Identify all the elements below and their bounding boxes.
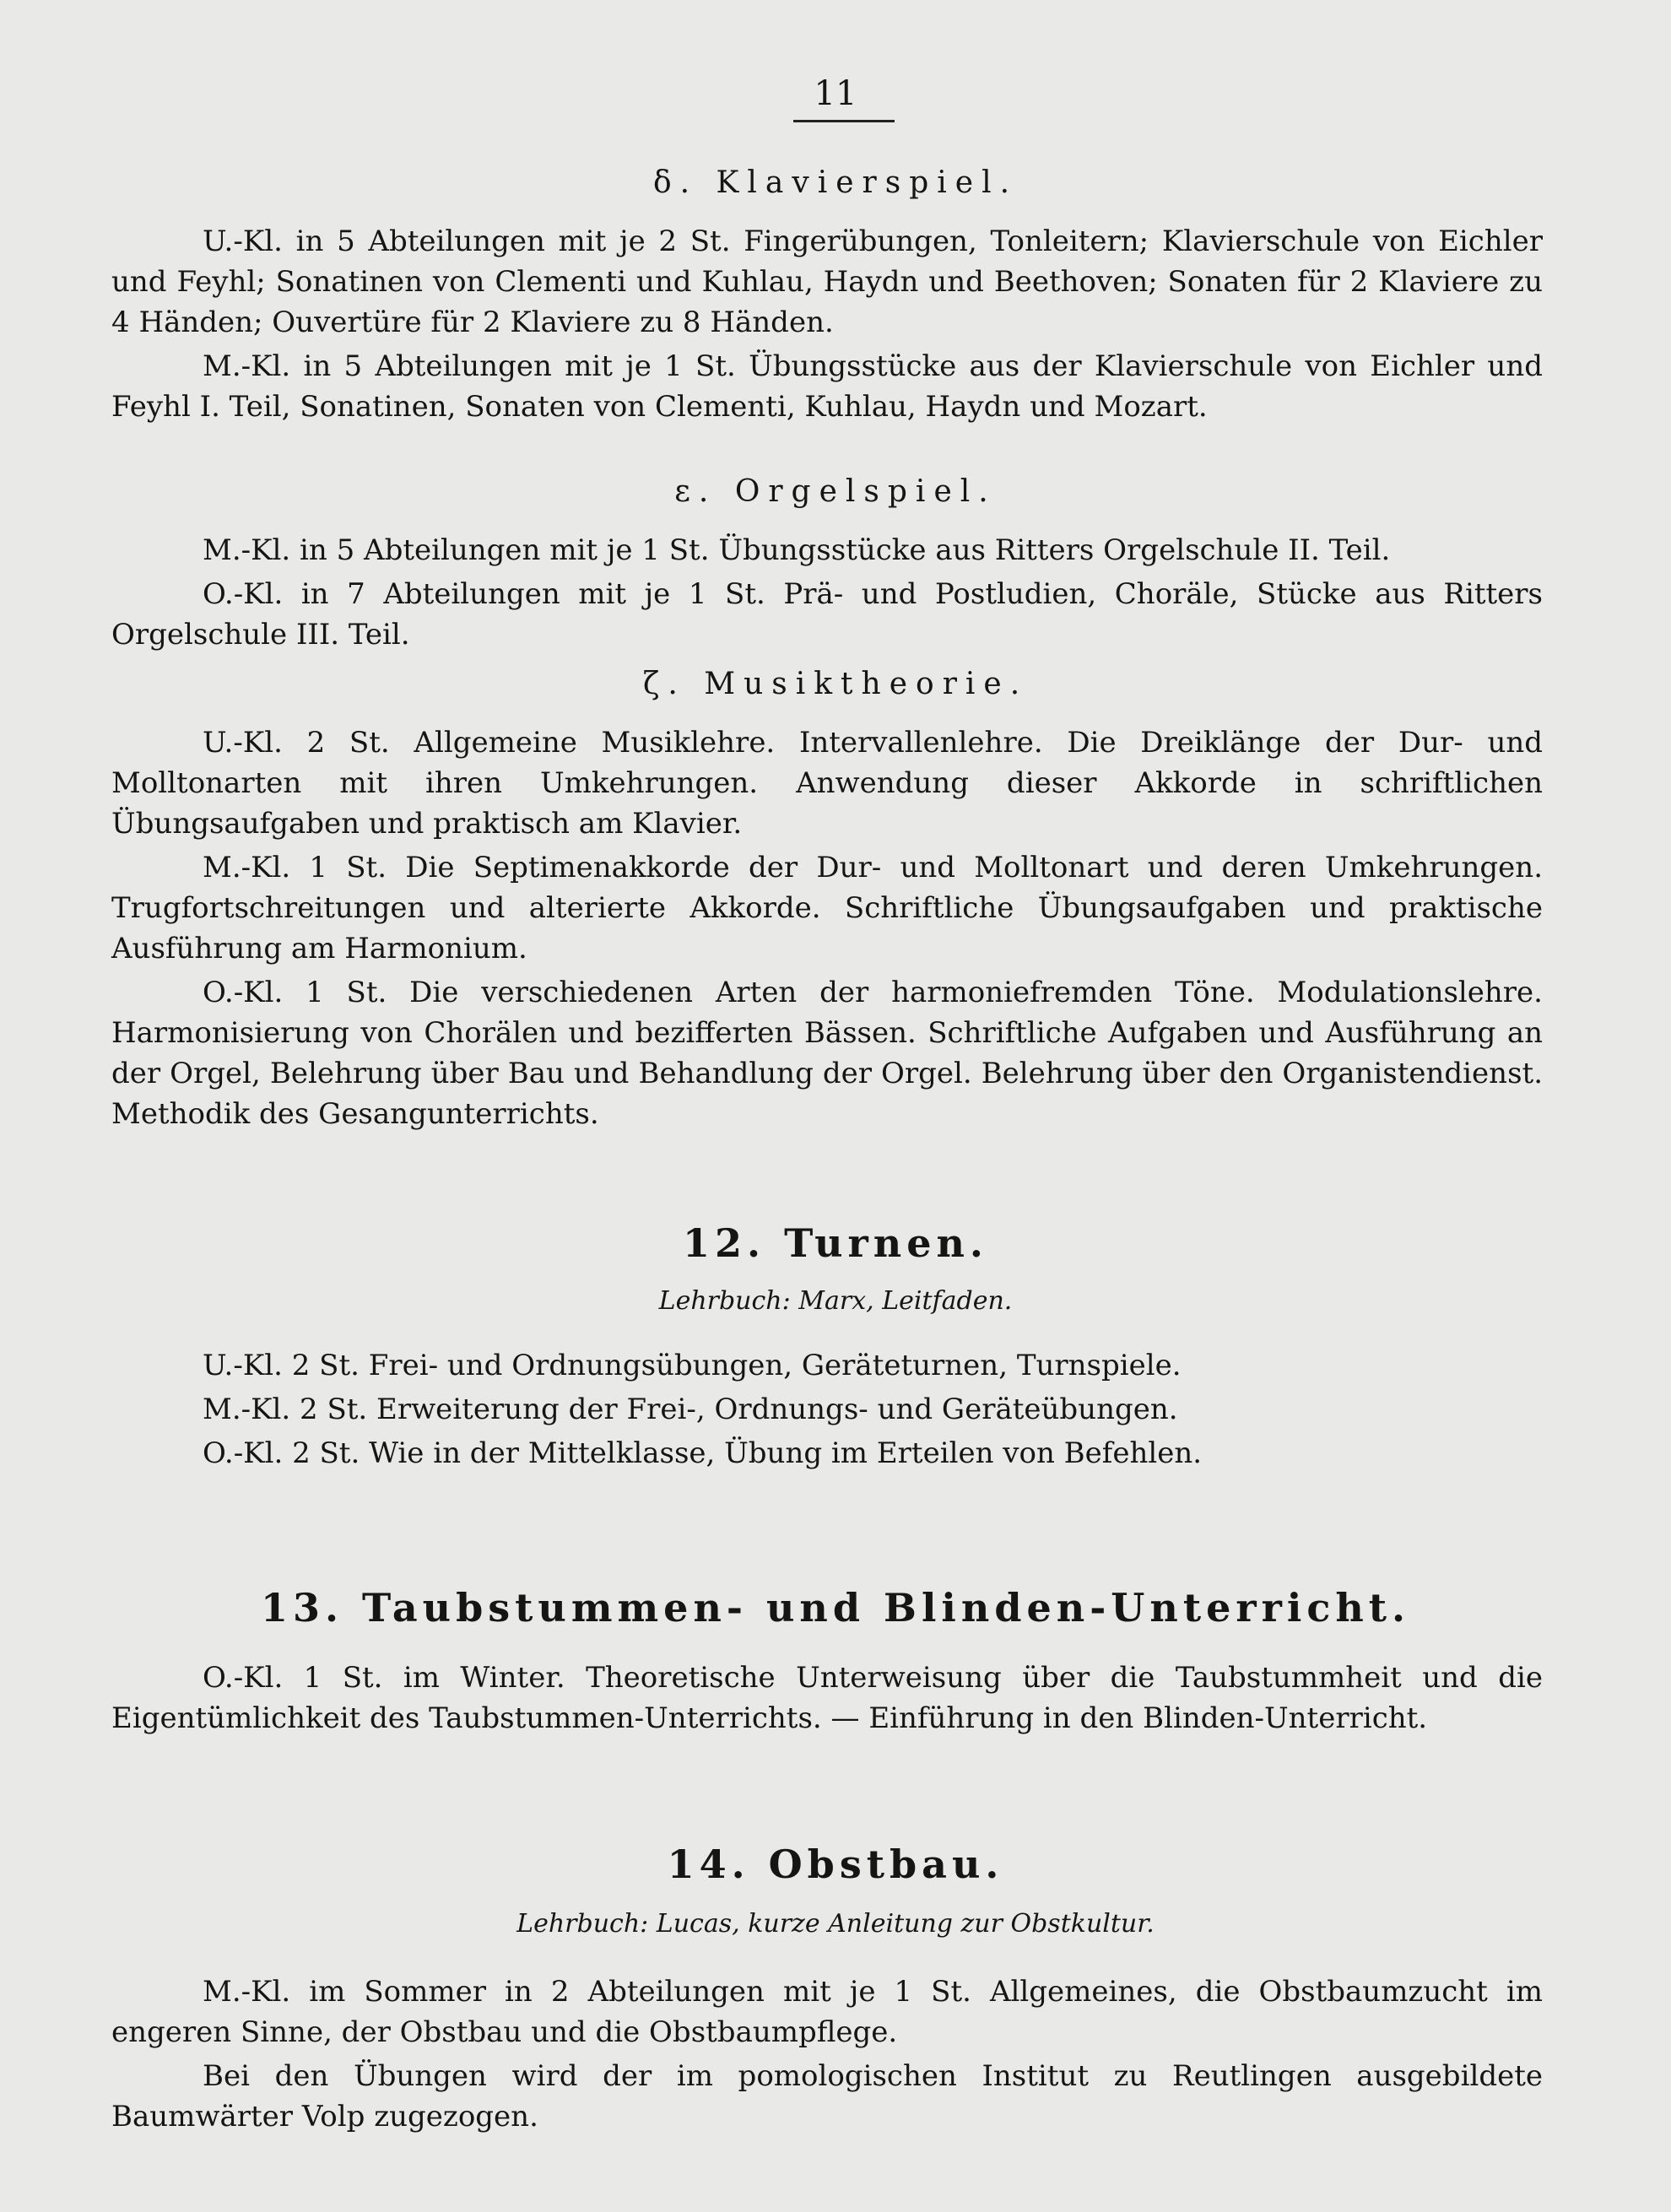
line-turnen-u: U.-Kl. 2 St. Frei- und Ordnungsübungen, Geräteturnen, Turnspiele. (203, 1349, 1182, 1382)
heading-orgelspiel: ε. Orgelspiel. (674, 474, 997, 509)
heading-taubstummen: 13. Taubstummen- und Blinden-Unterricht. (260, 1585, 1411, 1631)
textbook-turnen: Lehrbuch: Marx, Leitfaden. (658, 1286, 1013, 1316)
section-turnen (111, 1344, 1543, 1475)
section-taubstummen (111, 1658, 1543, 1742)
paragraph-theorie-u: U.-Kl. 2 St. Allgemeine Musiklehre. Intervallenlehre. Die Dreiklänge der Dur- und Molltonarten mit ihren Umkehrungen. Anwendung dieser Akkorde in schriftlichen Übungsaufgaben und praktisch am Klavier. (111, 726, 1543, 841)
paragraph-klavier-u: U.-Kl. in 5 Abteilungen mit je 2 St. Fingerübungen, Tonleitern; Klavierschule von Eichler und Feyhl; Sonatinen von Clementi und Kuhlau, Haydn und Beethoven; Sonaten für 2 Klaviere zu 4 Händen; Ouvertüre für 2 Klaviere zu 8 Händen. (111, 224, 1543, 339)
heading-obstbau: 14. Obstbau. (667, 1842, 1004, 1887)
paragraph-taub-o: O.-Kl. 1 St. im Winter. Theoretische Unterweisung über die Taubstummheit und die Eigentümlichkeit des Taubstummen-Unterrichts. — Einführung in den Blinden-Unterricht. (111, 1661, 1543, 1735)
heading-turnen: 12. Turnen. (683, 1220, 988, 1266)
paragraph-klavier-m: M.-Kl. in 5 Abteilungen mit je 1 St. Übungsstücke aus der Klavierschule von Eichler und Feyhl I. Teil, Sonatinen, Sonaten von Clementi, Kuhlau, Haydn und Mozart. (111, 349, 1543, 424)
section-obstbau (111, 1971, 1543, 2140)
paragraph-obstbau-note: Bei den Übungen wird der im pomologischen Institut zu Reutlingen ausgebildete Baumwärter Volp zugezogen. (111, 2059, 1543, 2134)
line-turnen-m: M.-Kl. 2 St. Erweiterung der Frei-, Ordnungs- und Geräteübungen. (203, 1393, 1178, 1426)
paragraph-orgel-o: O.-Kl. in 7 Abteilungen mit je 1 St. Prä- und Postludien, Choräle, Stücke aus Ritters Orgelschule III. Teil. (111, 577, 1543, 652)
textbook-obstbau: Lehrbuch: Lucas, kurze Anleitung zur Obstkultur. (516, 1909, 1155, 1939)
paragraph-theorie-o: O.-Kl. 1 St. Die verschiedenen Arten der harmoniefremden Töne. Modulationslehre. Harmonisierung von Chorälen und bezifferten Bässen. Schriftliche Aufgaben und Ausführung an der Orgel, Belehrung über Bau und Behandlung der Orgel. Belehrung über den Organistendienst. Methodik des Gesangunterrichts. (111, 976, 1543, 1131)
section-musiktheorie (111, 722, 1543, 1138)
section-orgelspiel (111, 530, 1543, 658)
paragraph-orgel-m: M.-Kl. in 5 Abteilungen mit je 1 St. Übungsstücke aus Ritters Orgelschule II. Teil. (203, 533, 1391, 567)
heading-klavierspiel: δ. Klavierspiel. (652, 165, 1019, 200)
heading-musiktheorie: ζ. Musiktheorie. (642, 667, 1029, 701)
page-number-rule (793, 120, 895, 122)
paragraph-theorie-m: M.-Kl. 1 St. Die Septimenakkorde der Dur- und Molltonart und deren Umkehrungen. Trugfortschreitungen und alterierte Akkorde. Schriftliche Übungsaufgaben und praktische Ausführung am Harmonium. (111, 851, 1543, 965)
paragraph-obstbau-m: M.-Kl. im Sommer in 2 Abteilungen mit je 1 St. Allgemeines, die Obstbaumzucht im engeren Sinne, der Obstbau und die Obstbaumpflege. (111, 1975, 1543, 2049)
page-number: 11 (814, 74, 857, 113)
line-turnen-o: O.-Kl. 2 St. Wie in der Mittelklasse, Übung im Erteilen von Befehlen. (203, 1436, 1203, 1470)
section-klavierspiel (111, 221, 1543, 430)
